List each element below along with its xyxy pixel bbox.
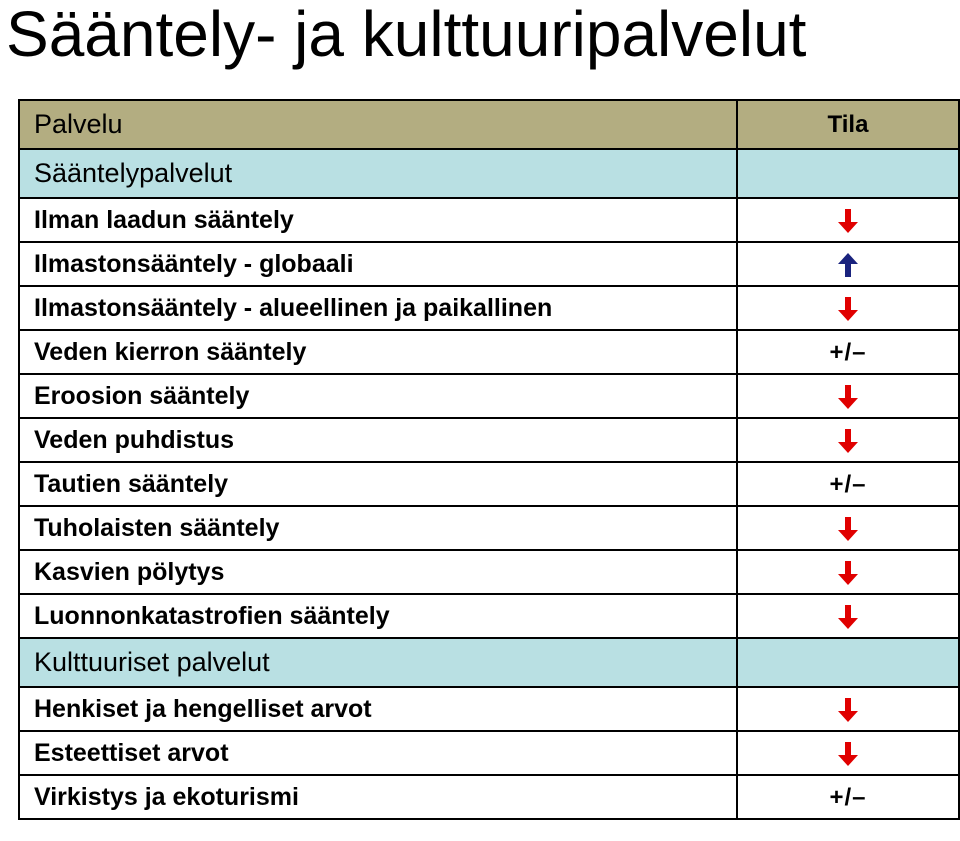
service-label: Henkiset ja hengelliset arvot <box>19 687 737 731</box>
status-cell <box>737 374 959 418</box>
down-arrow-icon <box>837 697 859 723</box>
service-label: Esteettiset arvot <box>19 731 737 775</box>
category-row <box>19 638 959 687</box>
status-cell <box>737 731 959 775</box>
status-cell <box>737 198 959 242</box>
down-arrow-icon <box>837 428 859 454</box>
up-arrow-icon <box>837 252 859 278</box>
mixed-trend-label: +/– <box>829 783 867 811</box>
table-row <box>19 462 959 506</box>
service-label: Eroosion sääntely <box>19 374 737 418</box>
service-label: Kasvien pölytys <box>19 550 737 594</box>
down-arrow-icon <box>837 208 859 234</box>
category-status-cell <box>737 638 959 687</box>
down-arrow-icon <box>837 560 859 586</box>
category-label: Kulttuuriset palvelut <box>19 638 737 687</box>
service-label: Ilman laadun sääntely <box>19 198 737 242</box>
status-cell <box>737 506 959 550</box>
status-cell <box>737 286 959 330</box>
table-row <box>19 594 959 638</box>
status-cell <box>737 242 959 286</box>
service-label: Luonnonkatastrofien sääntely <box>19 594 737 638</box>
service-label: Veden puhdistus <box>19 418 737 462</box>
table-row <box>19 286 959 330</box>
page-title: Sääntely- ja kulttuuripalvelut <box>6 0 807 70</box>
service-label: Ilmastonsääntely - globaali <box>19 242 737 286</box>
table-row <box>19 687 959 731</box>
status-cell <box>737 775 959 819</box>
category-status-cell <box>737 149 959 198</box>
service-label: Virkistys ja ekoturismi <box>19 775 737 819</box>
column-header-service: Palvelu <box>19 100 737 149</box>
table-row <box>19 242 959 286</box>
table-row <box>19 330 959 374</box>
service-label: Veden kierron sääntely <box>19 330 737 374</box>
table-row <box>19 731 959 775</box>
status-cell <box>737 550 959 594</box>
down-arrow-icon <box>837 604 859 630</box>
status-cell <box>737 687 959 731</box>
table-row <box>19 550 959 594</box>
mixed-trend-label: +/– <box>829 470 867 498</box>
service-label: Ilmastonsääntely - alueellinen ja paikallinen <box>19 286 737 330</box>
category-row <box>19 149 959 198</box>
down-arrow-icon <box>837 741 859 767</box>
status-cell <box>737 462 959 506</box>
category-label: Sääntelypalvelut <box>19 149 737 198</box>
table-row <box>19 374 959 418</box>
down-arrow-icon <box>837 384 859 410</box>
column-header-status: Tila <box>737 100 959 149</box>
table-header-row <box>19 100 959 149</box>
status-cell <box>737 594 959 638</box>
service-label: Tautien sääntely <box>19 462 737 506</box>
down-arrow-icon <box>837 296 859 322</box>
services-table <box>18 99 960 820</box>
mixed-trend-label: +/– <box>829 338 867 366</box>
table-row <box>19 506 959 550</box>
table-row <box>19 775 959 819</box>
table-row <box>19 418 959 462</box>
down-arrow-icon <box>837 516 859 542</box>
service-label: Tuholaisten sääntely <box>19 506 737 550</box>
status-cell <box>737 418 959 462</box>
status-cell <box>737 330 959 374</box>
services-table-body <box>19 100 959 819</box>
table-row <box>19 198 959 242</box>
